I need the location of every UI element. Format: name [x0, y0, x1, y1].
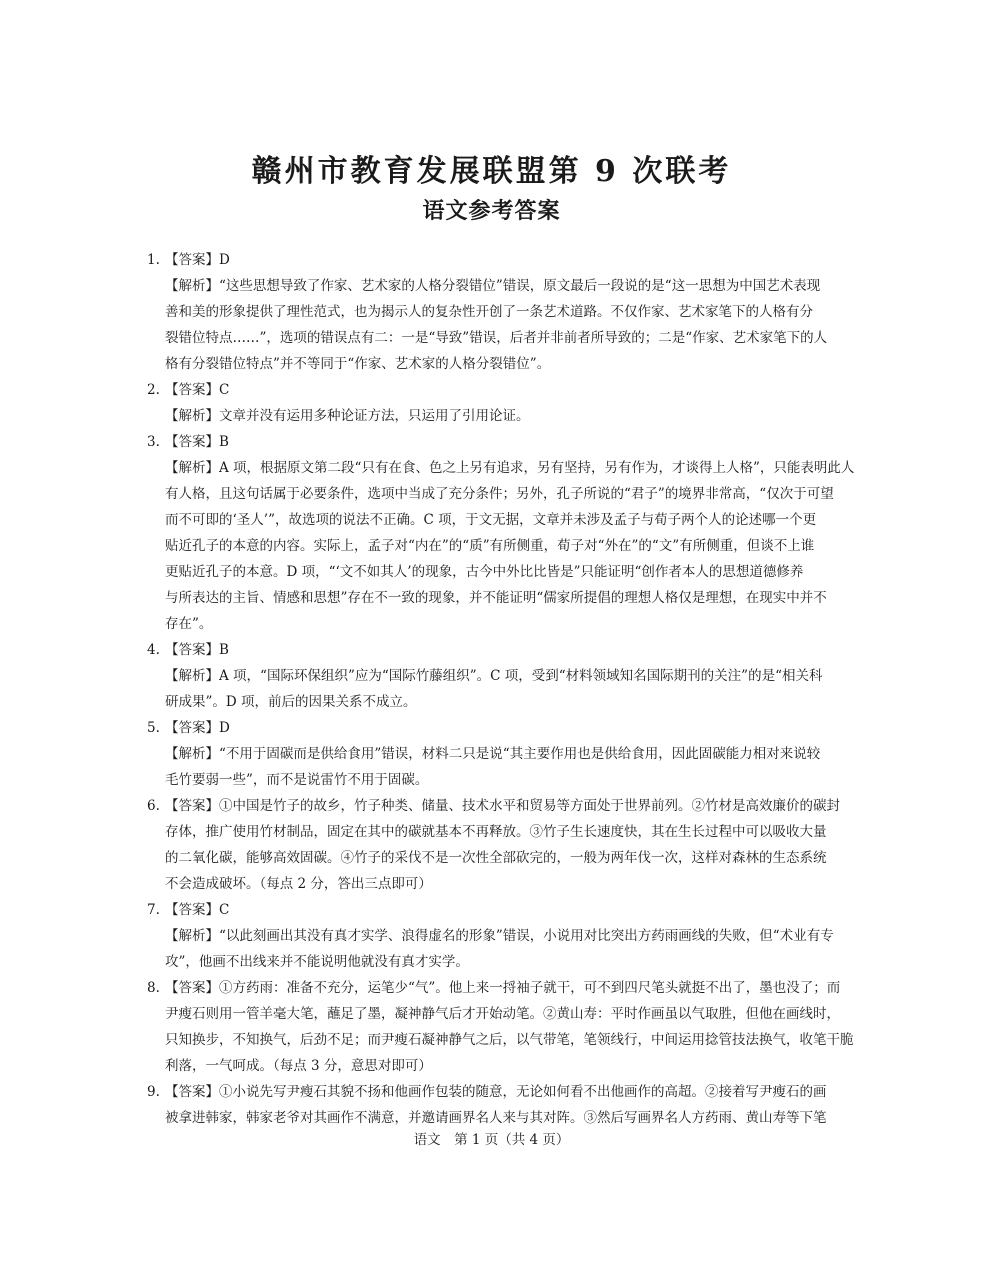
analysis-line: 【解析】文章并没有运用多种论证方法，只运用了引用论证。	[165, 408, 530, 424]
item-number: 9.	[147, 1084, 160, 1100]
answer-item-7	[147, 897, 837, 975]
analysis-line: 存在”。	[165, 616, 213, 632]
answer-item-1	[147, 247, 837, 377]
analysis-line: 裂错位特点……”，选项的错误点有二：一是“导致”错误，后者并非前者所导致的；二是“作家、艺术家笔下的人	[165, 330, 828, 346]
analysis-line: 贴近孔子的本意的内容。实际上，孟子对“内在”的“质”有所侧重，荀子对“外在”的“文”有所侧重，但谈不上谁	[165, 538, 815, 554]
answer-text: 【答案】B	[165, 434, 229, 450]
answer-item-3	[147, 429, 855, 637]
analysis-line: 更贴近孔子的本意。D 项，“‘文不如其人’的现象，古今中外比比皆是”只能证明“创作者本人的思想道德修养	[165, 564, 804, 580]
answer-line: 利落，一气呵成。（每点 3 分，意思对即可）	[165, 1058, 432, 1074]
answer-text: 【答案】①小说先写尹瘦石其貌不扬和他画作包装的随意，无论如何看不出他画作的高超。②接着写尹瘦石的画	[165, 1084, 827, 1100]
answer-text: 【答案】①方药雨：准备不充分，运笔少“气”。他上来一捋袖子就干，可不到四尺笔头就挺不出了，墨也没了；而	[165, 980, 841, 996]
item-number: 8.	[147, 980, 160, 996]
item-number: 3.	[147, 434, 160, 450]
analysis-line: 毛竹要弱一些”，而不是说雷竹不用于固碳。	[165, 772, 429, 788]
analysis-line: 【解析】A 项，“国际环保组织”应为“国际竹藤组织”。C 项，受到“材料领域知名国际期刊的关注”的是“相关科	[165, 668, 823, 684]
analysis-line: 【解析】A 项，根据原文第二段“只有在食、色之上另有追求，另有坚持，另有作为，才谈得上人格”，只能表明此人	[165, 460, 855, 476]
answer-line: 被拿进韩家，韩家老爷对其画作不满意，并邀请画界名人来与其对阵。③然后写画界名人方药雨、黄山寿等下笔	[165, 1110, 827, 1126]
answer-text: 【答案】D	[165, 252, 230, 268]
item-number: 4.	[147, 642, 160, 658]
item-number: 6.	[147, 798, 160, 814]
item-number: 1.	[147, 252, 160, 268]
answer-item-9	[147, 1079, 837, 1131]
item-number: 5.	[147, 720, 160, 736]
answer-line: 不会造成破坏。（每点 2 分，答出三点即可）	[165, 876, 432, 892]
page-footer: 语文 第 1 页（共 4 页）	[413, 1132, 570, 1148]
answer-text: 【答案】D	[165, 720, 230, 736]
analysis-line: 【解析】“这些思想导致了作家、艺术家的人格分裂错位”错误，原文最后一段说的是“这一思想为中国艺术表现	[165, 278, 821, 294]
item-number: 7.	[147, 902, 160, 918]
analysis-line: 攻”，他画不出线来并不能说明他就没有真才实学。	[165, 954, 469, 970]
answer-line: 尹瘦石则用一管羊毫大笔，蘸足了墨，凝神静气后才开始动笔。②黄山寿：平时作画虽以气取胜，但他在画线时，	[165, 1006, 840, 1022]
analysis-line: 善和美的形象提供了理性范式，也为揭示人的复杂性开创了一条艺术道路。不仅作家、艺术家笔下的人格有分	[165, 304, 813, 320]
answer-text: 【答案】①中国是竹子的故乡，竹子种类、储量、技术水平和贸易等方面处于世界前列。②竹材是高效廉价的碳封	[165, 798, 840, 814]
analysis-line: 【解析】“不用于固碳而是供给食用”错误，材料二只是说“其主要作用也是供给食用，因此固碳能力相对来说较	[165, 746, 821, 762]
answer-text: 【答案】C	[165, 382, 230, 398]
answer-text: 【答案】C	[165, 902, 230, 918]
analysis-line: 格有分裂错位特点”并不等同于“作家、艺术家的人格分裂错位”。	[165, 356, 551, 372]
answer-list	[147, 247, 855, 1131]
analysis-line: 研成果”。D 项，前后的因果关系不成立。	[165, 694, 417, 710]
answer-item-4	[147, 637, 837, 715]
answer-line: 的二氧化碳，能够高效固碳。④竹子的采伐不是一次性全部砍完的，一般为两年伐一次，这样对森林的生态系统	[165, 850, 827, 866]
analysis-line: 与所表达的主旨、情感和思想”存在不一致的现象，并不能证明“儒家所提倡的理想人格仅是理想，在现实中并不	[165, 590, 827, 606]
answer-line: 只知换步，不知换气，后劲不足；而尹瘦石凝神静气之后，以气带笔，笔领线行，中间运用捻管技法换气，收笔干脆	[165, 1032, 854, 1048]
document-subtitle: 语文参考答案	[422, 199, 561, 224]
answer-text: 【答案】B	[165, 642, 229, 658]
analysis-line: 而不可即的‘圣人’”，故选项的说法不正确。C 项，于文无据，文章并未涉及孟子与荀子两个人的论述哪一个更	[165, 512, 817, 528]
document-title: 赣州市教育发展联盟第 9 次联考	[251, 154, 732, 189]
answer-item-6	[147, 793, 840, 897]
answer-item-2	[147, 377, 837, 429]
analysis-line: 有人格，且这句话属于必要条件，选项中当成了充分条件；另外，孔子所说的“君子”的境界非常高，“仅次于可望	[165, 486, 834, 502]
answer-item-5	[147, 715, 837, 793]
answer-item-8	[147, 975, 854, 1079]
answer-line: 存体，推广使用竹材制品，固定在其中的碳就基本不再释放。③竹子生长速度快，其在生长过程中可以吸收大量	[165, 824, 827, 840]
analysis-line: 【解析】“以此刻画出其没有真才实学、浪得虚名的形象”错误，小说用对比突出方药雨画线的失败，但“术业有专	[165, 928, 834, 944]
item-number: 2.	[147, 382, 160, 398]
